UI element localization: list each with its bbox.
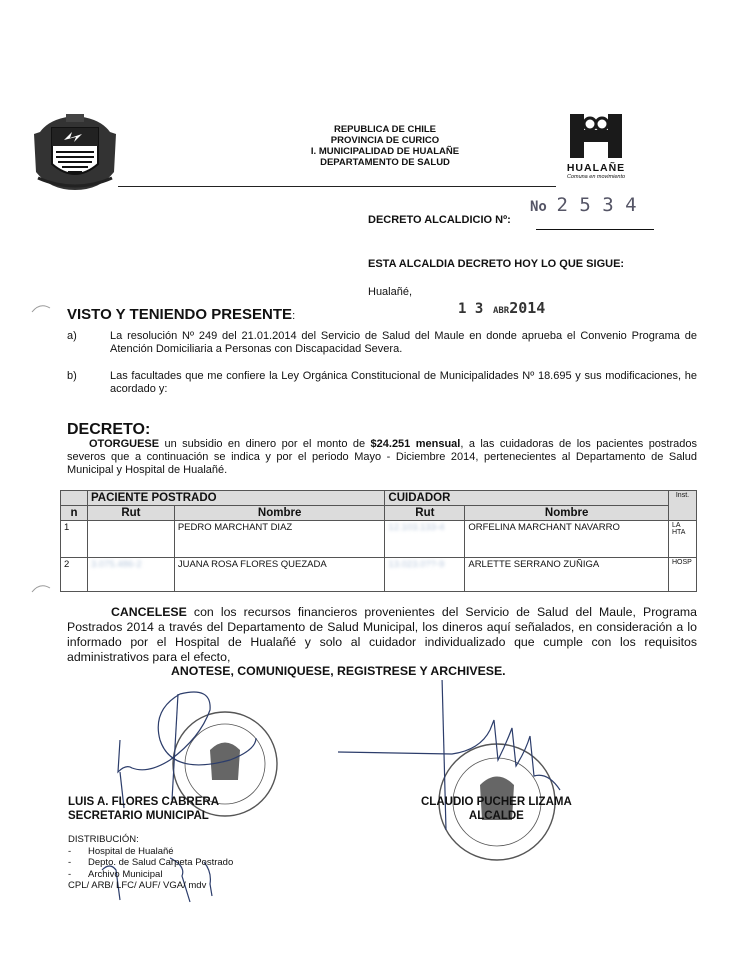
cell-caregiver-name: ARLETTE SERRANO ZUÑIGA bbox=[465, 558, 669, 592]
distribution-item: - Archivo Municipal bbox=[68, 868, 163, 880]
visto-item: Las facultades que me confiere la Ley Orgánica Constitucional de Municipalidades Nº 18.695 y sus modificaciones, he acordado y: bbox=[110, 370, 697, 395]
header-divider bbox=[118, 186, 556, 187]
col-nombre: Nombre bbox=[465, 506, 669, 521]
decreto-lead: OTORGUESE bbox=[89, 438, 160, 450]
cell-inst: HOSP bbox=[668, 558, 696, 592]
cell-n: 2 bbox=[61, 558, 88, 592]
decreto-body bbox=[67, 438, 697, 477]
institution-header bbox=[290, 124, 480, 168]
left-signatory-name: LUIS A. FLORES CABRERA bbox=[68, 796, 219, 808]
cell-patient-name: PEDRO MARCHANT DIAZ bbox=[174, 521, 385, 558]
visto-letter: b) bbox=[67, 370, 77, 382]
section-inst: Inst. bbox=[668, 491, 696, 521]
visto-heading bbox=[67, 306, 295, 323]
col-nombre: Nombre bbox=[174, 506, 385, 521]
distribution-item: - Depto. de Salud Carpeta Postrado bbox=[68, 857, 234, 868]
distribution bbox=[68, 834, 233, 892]
table-header-row bbox=[61, 506, 697, 521]
col-rut: Rut bbox=[87, 506, 174, 521]
cell-n: 1 bbox=[61, 521, 88, 558]
cell-patient-name: JUANA ROSA FLORES QUEZADA bbox=[174, 558, 385, 592]
section-patient: PACIENTE POSTRADO bbox=[87, 491, 384, 506]
cell-inst: LA HTA bbox=[668, 521, 696, 558]
col-rut: Rut bbox=[385, 506, 465, 521]
visto-heading-text: VISTO Y TENIENDO PRESENTE bbox=[67, 306, 293, 323]
header-line: REPUBLICA DE CHILE bbox=[333, 124, 437, 135]
right-signatory-title: ALCALDE bbox=[468, 810, 524, 822]
decree-number-line bbox=[536, 229, 654, 230]
cancelese-text: con los recursos financieros provenientes del Servicio de Salud del Maule, Programa Postrados 2014 a través del Departamento de Salud Municipal, los dineros aquí señalados, en consideración a lo informado por el Hospital de Hualañé y solo al cuidador individualizado que cumple con los requisitos administrativos para el efecto, bbox=[67, 605, 697, 664]
cell-caregiver-rut: 13.023.0??-9 bbox=[385, 558, 465, 592]
beneficiaries-table bbox=[60, 490, 697, 592]
distribution-item: - Hospital de Hualañé bbox=[68, 845, 174, 857]
decreto-text: un subsidio en dinero por el monto de bbox=[159, 438, 371, 450]
left-signatory bbox=[68, 795, 219, 823]
cell-patient-rut bbox=[87, 521, 174, 558]
date-stamp-year: 2014 bbox=[509, 299, 546, 317]
section-caregiver: CUIDADOR bbox=[385, 491, 669, 506]
hualane-logo bbox=[556, 110, 636, 182]
right-signatory-name: CLAUDIO PUCHER LIZAMA bbox=[421, 796, 572, 808]
col-n: n bbox=[61, 506, 88, 521]
logo-tagline: Comuna en movimiento bbox=[566, 174, 626, 180]
cell-patient-rut: 3.075.486-2 bbox=[87, 558, 174, 592]
right-signatory bbox=[421, 795, 572, 823]
visto-heading-colon: : bbox=[292, 310, 296, 322]
cell-caregiver-name: ORFELINA MARCHANT NAVARRO bbox=[465, 521, 669, 558]
date-stamp-month: ABR bbox=[492, 306, 510, 316]
place: Hualañé, bbox=[368, 286, 413, 298]
cancelese-lead: CANCELESE bbox=[111, 605, 187, 619]
stamp-number: 2 5 3 4 bbox=[556, 194, 637, 216]
date-stamp bbox=[458, 298, 545, 317]
closing-line: ANOTESE, COMUNIQUESE, REGISTRESE Y ARCHIVESE. bbox=[171, 664, 506, 678]
header-line: PROVINCIA DE CURICO bbox=[330, 135, 440, 146]
left-signatory-title: SECRETARIO MUNICIPAL bbox=[68, 810, 209, 822]
visto-letter: a) bbox=[67, 330, 77, 342]
decree-intro: ESTA ALCALDIA DECRETO HOY LO QUE SIGUE: bbox=[368, 258, 625, 270]
header-line: I. MUNICIPALIDAD DE HUALAÑE bbox=[310, 146, 460, 157]
decree-no-label: Nº bbox=[495, 214, 508, 226]
distribution-initials: CPL/ ARB/ LFC/ AUF/ VGA/ mdv bbox=[68, 880, 207, 891]
decree-number-label: DECRETO ALCALDICIO Nº: bbox=[368, 214, 511, 226]
date-stamp-day: 1 3 bbox=[458, 301, 484, 317]
table-row bbox=[61, 558, 697, 592]
decree-number-stamp bbox=[530, 194, 637, 216]
cancelese-body bbox=[67, 605, 697, 665]
table-row bbox=[61, 521, 697, 558]
stamp-prefix: No bbox=[530, 199, 547, 215]
decreto-text: , a las cuidadoras de los pacientes postrados severos que a continuación se indica y por el periodo Mayo - Diciembre 2014, pertenecientes al Departamento de Salud Municipal y Hospital de Hualañé. bbox=[67, 438, 698, 476]
decree-label: DECRETO ALCALDICIO bbox=[368, 214, 493, 226]
distribution-heading: DISTRIBUCIÓN: bbox=[68, 834, 139, 845]
visto-item: La resolución Nº 249 del 21.01.2014 del Servicio de Salud del Maule en donde aprueba el Convenio Programa de Atención Domiciliaria a Personas con Discapacidad Severa. bbox=[110, 330, 697, 355]
logo-text: HUALAÑE bbox=[566, 162, 626, 174]
punch-marks bbox=[28, 298, 54, 608]
cell-caregiver-rut: 12.103.133-4 bbox=[385, 521, 465, 558]
subsidy-amount: $24.251 mensual bbox=[370, 438, 461, 450]
table-section-row bbox=[61, 491, 697, 506]
decreto-heading: DECRETO: bbox=[67, 421, 151, 438]
coat-of-arms-logo bbox=[30, 112, 120, 192]
header-line: DEPARTAMENTO DE SALUD bbox=[320, 157, 450, 168]
